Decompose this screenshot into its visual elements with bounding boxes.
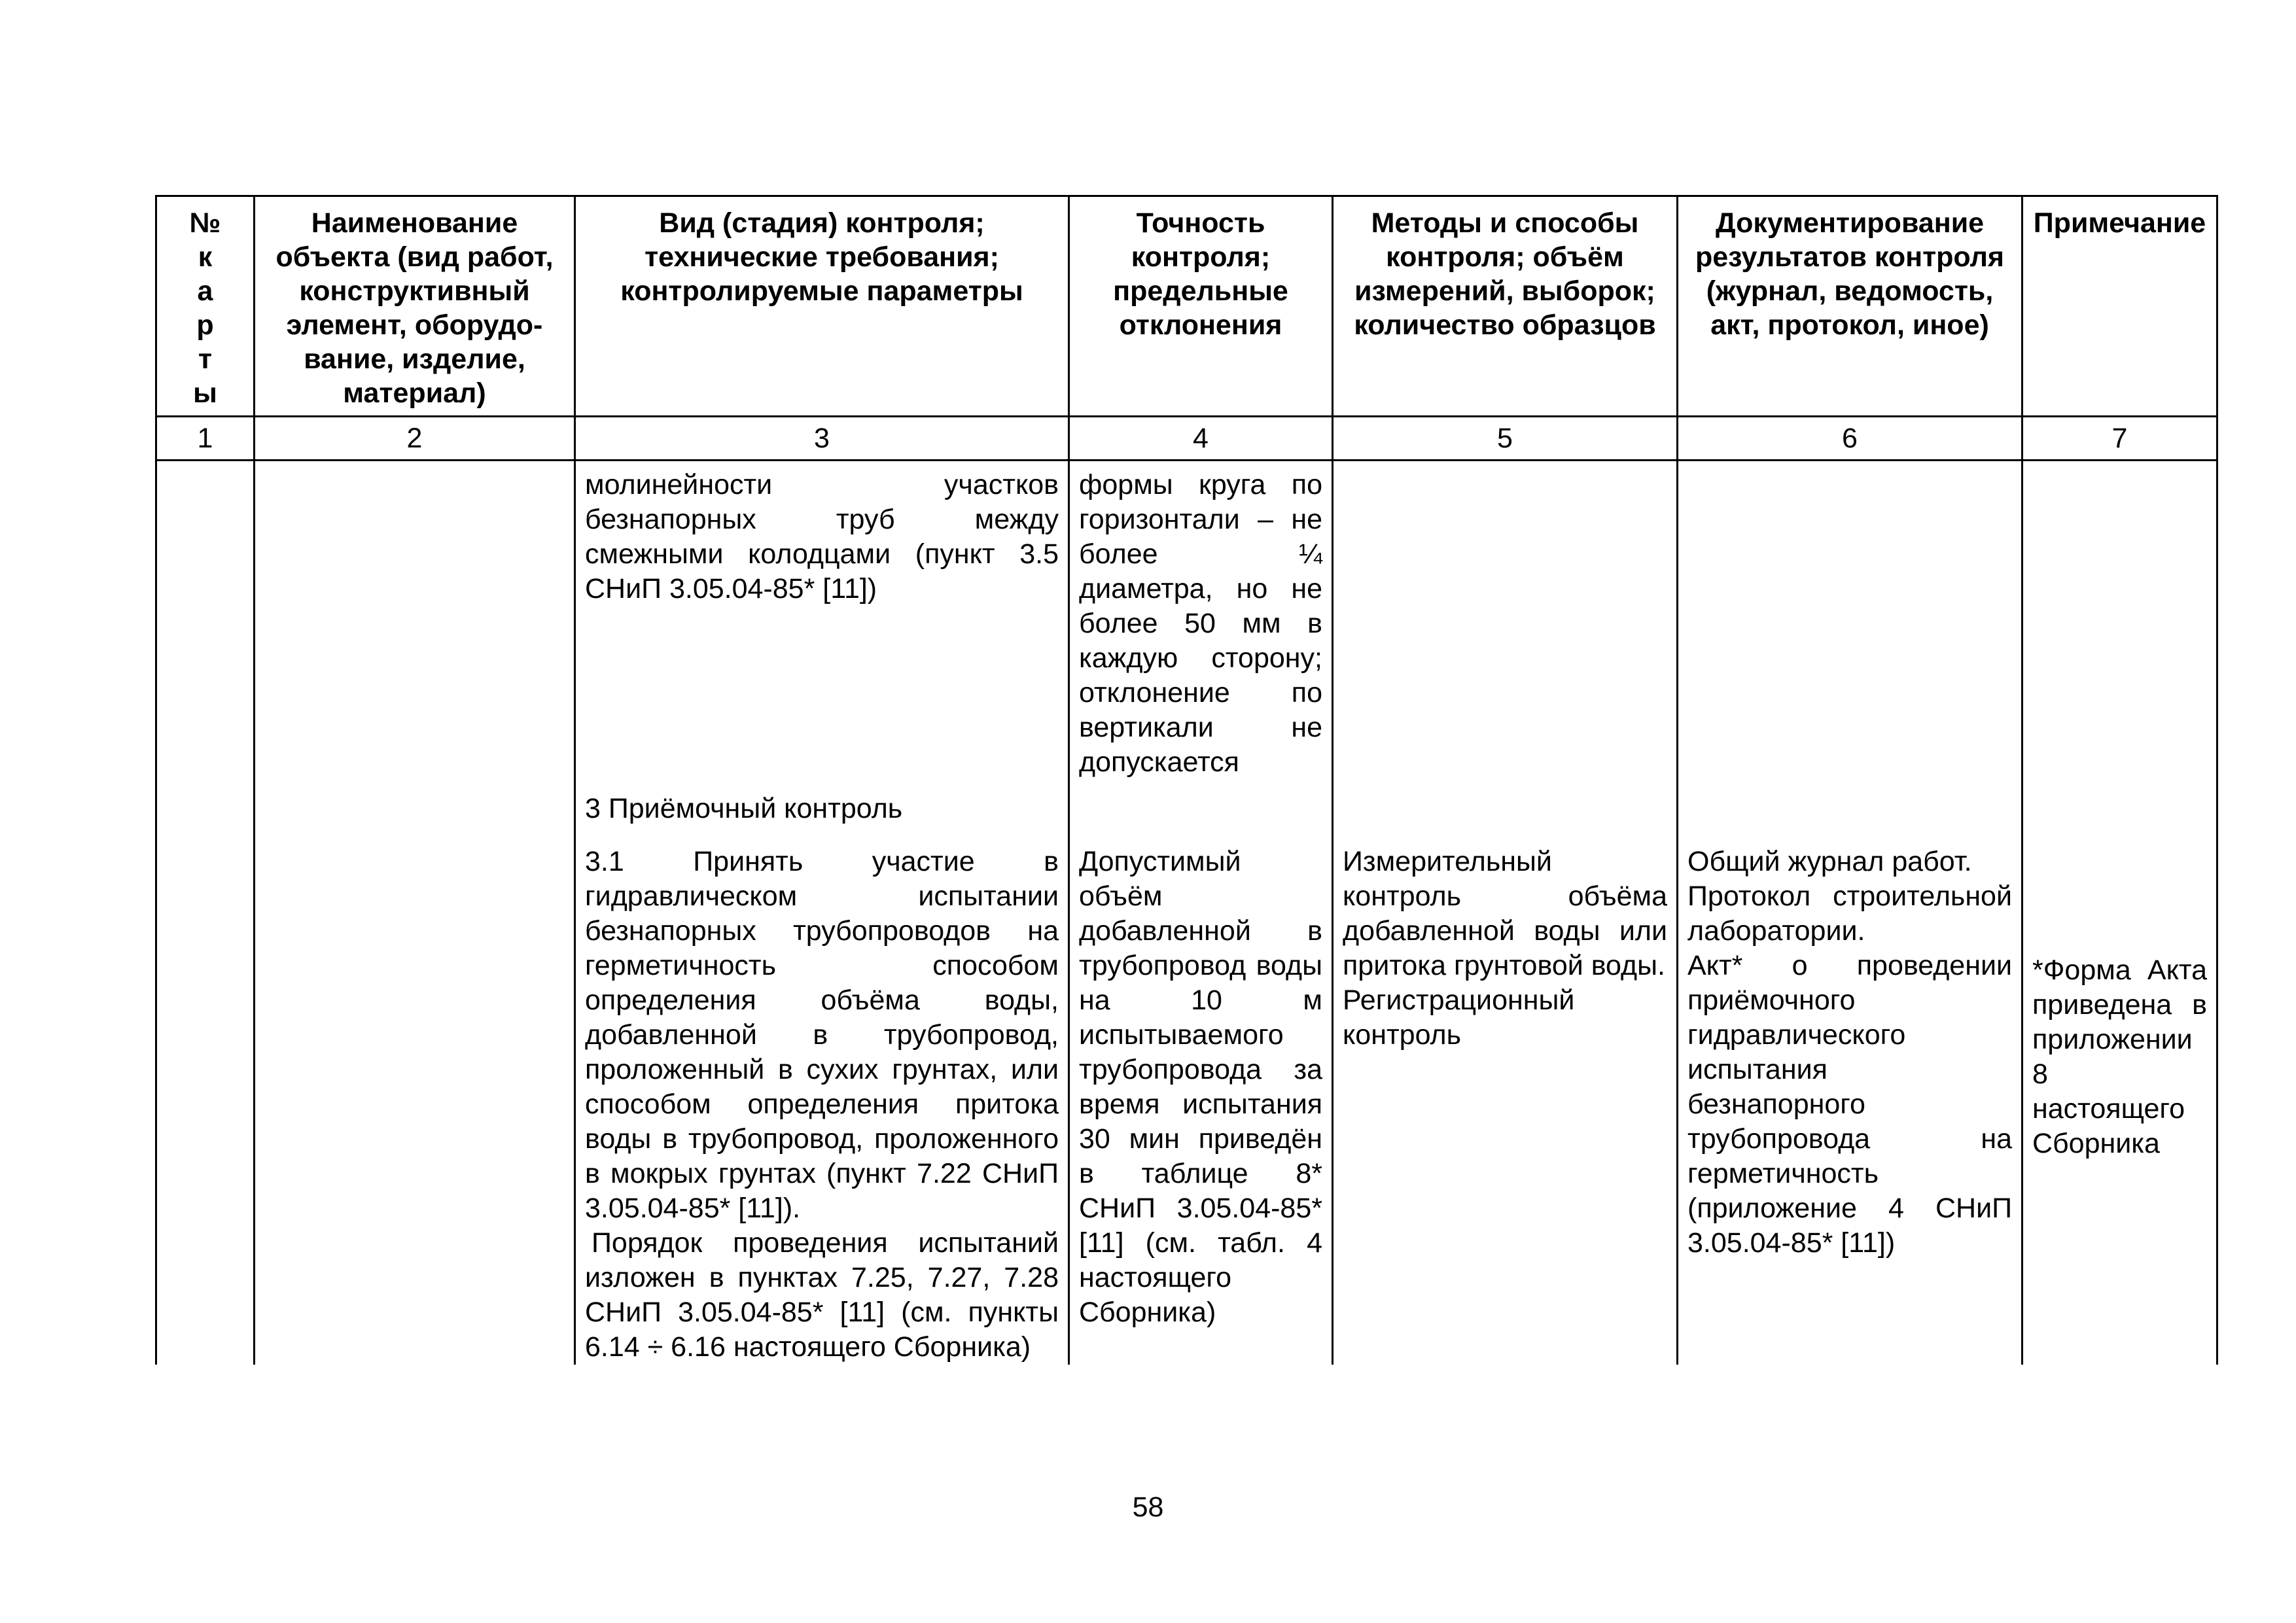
acceptance-requirement-text: 3.1 Принять участие в гидравлическом испытании безнапорных трубопроводов на герметичность способом определения объёма воды, добавленной в трубопровод, проложенный в сухих грунтах, или способом определения притока воды в трубопровод, проложенного в мокрых грунтах (пункт 7.22 СНиП 3.05.04-85* [11]).	[585, 846, 1059, 1224]
table-row	[156, 838, 2217, 1365]
table-cell	[1678, 838, 2022, 1365]
table-cell	[1333, 461, 1678, 780]
column-number: 6	[1678, 417, 2022, 461]
control-chart-table-container	[155, 195, 2216, 1365]
control-chart-table	[155, 195, 2218, 1365]
table-cell	[575, 780, 1069, 838]
header-row	[156, 196, 2217, 417]
table-cell	[255, 838, 575, 1365]
act-text: Акт* о проведении приёмочного гидравлического испытания безнапорного трубопровода на герметичность (приложение 4 СНиП 3.05.04-85* [11])	[1687, 950, 2012, 1259]
tolerance-text: формы круга по горизонтали – не более ¼ диаметра, но не более 50 мм в каждую сторону; отклонение по вертикали не допускается	[1079, 469, 1322, 778]
column-number: 5	[1333, 417, 1678, 461]
header-control-type: Вид (стадия) контроля; технические требования; контролируемые параметры	[575, 196, 1069, 417]
header-methods: Методы и способы контроля; объём измерений, выборок; количество образцов	[1333, 196, 1678, 417]
header-object-name: Наименование объекта (вид работ, конструктивный элемент, оборудо- вание, изделие, материал)	[255, 196, 575, 417]
table-cell	[2022, 838, 2217, 1365]
table-row	[156, 461, 2217, 780]
registration-method-text: Регистрационный контроль	[1343, 985, 1575, 1051]
table-cell	[2022, 461, 2217, 780]
control-requirement-text: молинейности участков безнапорных труб между смежными колодцами (пункт 3.5 СНиП 3.05.04-85* [11])	[585, 469, 1059, 604]
journal-text: Общий журнал работ.	[1687, 846, 1972, 877]
table-cell	[255, 461, 575, 780]
column-number: 1	[156, 417, 255, 461]
page-number: 58	[1132, 1492, 1164, 1523]
note-text: *Форма Акта приведена в приложении 8 настоящего Сборника	[2032, 954, 2207, 1159]
measurement-method-text: Измерительный контроль объёма добавленной воды или притока грунтовой воды.	[1343, 846, 1667, 981]
table-cell	[1678, 461, 2022, 780]
column-number: 4	[1069, 417, 1333, 461]
column-number: 3	[575, 417, 1069, 461]
column-number-row	[156, 417, 2217, 461]
table-cell	[156, 780, 255, 838]
section-title: 3 Приёмочный контроль	[585, 793, 903, 824]
table-cell	[156, 461, 255, 780]
protocol-text: Протокол строительной лаборатории.	[1687, 881, 2012, 947]
column-number: 7	[2022, 417, 2217, 461]
column-number: 2	[255, 417, 575, 461]
test-procedure-text: Порядок проведения испытаний изложен в пунктах 7.25, 7.27, 7.28 СНиП 3.05.04-85* [11] (см. пункты 6.14 ÷ 6.16 настоящего Сборника)	[585, 1227, 1059, 1363]
table-cell	[2022, 780, 2217, 838]
table-cell	[156, 838, 255, 1365]
table-cell	[1069, 838, 1333, 1365]
header-card-number: № к а р т ы	[156, 196, 255, 417]
header-note: Примечание	[2022, 196, 2217, 417]
table-cell	[1069, 461, 1333, 780]
allowed-volume-text: Допустимый объём добавленной в трубопровод воды на 10 м испытываемого трубопровода за время испытания 30 мин приведён в таблице 8* СНиП 3.05.04-85* [11] (см. табл. 4 настоящего Сборника)	[1079, 846, 1322, 1328]
table-cell	[1069, 780, 1333, 838]
table-cell	[1333, 780, 1678, 838]
table-cell	[255, 780, 575, 838]
table-cell	[1678, 780, 2022, 838]
table-cell	[575, 461, 1069, 780]
header-documentation: Документирование результатов контроля (журнал, ведомость, акт, протокол, иное)	[1678, 196, 2022, 417]
table-cell	[575, 838, 1069, 1365]
section-row	[156, 780, 2217, 838]
table-cell	[1333, 838, 1678, 1365]
header-accuracy: Точность контроля; предельные отклонения	[1069, 196, 1333, 417]
